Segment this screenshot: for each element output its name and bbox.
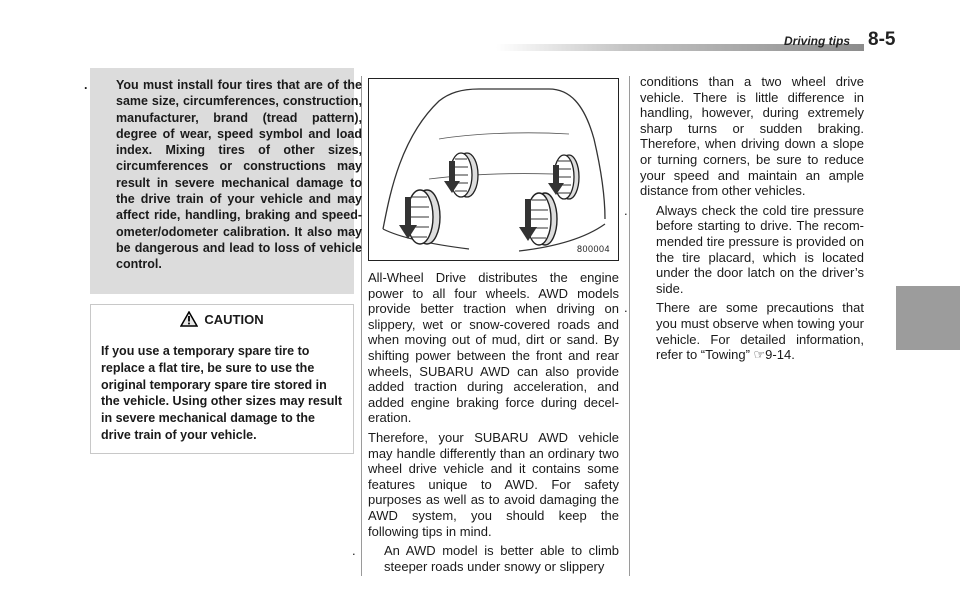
bullet-marker: . bbox=[624, 202, 628, 218]
warning-box bbox=[84, 68, 362, 294]
page-number: 8-5 bbox=[868, 29, 896, 50]
bullet-marker: . bbox=[84, 78, 88, 92]
warning-item bbox=[84, 77, 362, 273]
section-title: Driving tips bbox=[784, 34, 851, 48]
list-item-text: An AWD model is better able to climb steeper roads under snowy or slippery bbox=[384, 543, 619, 574]
middle-column bbox=[352, 270, 619, 578]
list-item bbox=[352, 543, 619, 574]
chapter-thumb-tab bbox=[896, 286, 960, 350]
caution-text: If you use a temporary spare tire to replace a flat tire, be sure to use the original temporary spare tire stored in the vehicle. Using other sizes may result in severe mechanical damage to the drive train of your vehicle. bbox=[101, 344, 343, 442]
figure-code: 800004 bbox=[576, 244, 610, 254]
awd-car-wheels-illustration bbox=[369, 79, 618, 260]
list-item-text: There are some precautions that you must observe when towing your vehicle. For detailed information, refer to “Towing” ☞9-14. bbox=[656, 300, 864, 363]
column-divider-right bbox=[629, 76, 630, 576]
caution-heading bbox=[91, 311, 353, 330]
list-item-text: Always check the cold tire pressure before starting to drive. The recom-mended tire pressure is provided on the tire placard, which is located under the door latch on the driver’s side. bbox=[656, 202, 864, 296]
tire-front-left-icon bbox=[407, 190, 440, 244]
paragraph: conditions than a two wheel drive vehicle. There is little difference in handling, however, during extremely sharp turns or sudden braking. Therefore, when driving down a slope or turning corners, be sure to reduce your speed and maintain an ample distance from other vehicles. bbox=[640, 74, 864, 199]
list-item bbox=[624, 300, 864, 363]
bullet-marker: . bbox=[352, 543, 356, 559]
tire-front-right-icon bbox=[527, 193, 557, 245]
paragraph: Therefore, your SUBARU AWD vehicle may handle differently than an ordinary two wheel drive vehicle and it contains some features unique to AWD. For safety purposes as well as to avoid damaging the AWD system, you should keep the following tips in mind. bbox=[368, 429, 619, 539]
list-item bbox=[624, 202, 864, 297]
caution-title: CAUTION bbox=[204, 312, 264, 327]
warning-text: You must install four tires that are of the same size, circumferences, construction, manufacturer, brand (tread pattern), degree of wear, speed symbol and load index. Mixing tires of other sizes, circumferences or constructions may result in severe mechanical damage to the drive train of your vehicle and may affect ride, handling, braking and speed-ometer/odometer calibration. It also may be dangerous and lead to loss of vehicle control. bbox=[116, 78, 362, 272]
awd-figure bbox=[368, 78, 619, 261]
warning-triangle-icon bbox=[180, 311, 198, 330]
caution-box bbox=[90, 304, 354, 454]
bullet-marker: . bbox=[624, 300, 628, 316]
paragraph: All-Wheel Drive distributes the engine power to all four wheels. AWD models provide better traction when driving on slippery, wet or snow-covered roads and when moving out of mud, dirt or sand. By shifting power between the front and rear wheels, SUBARU AWD can also provide added traction during acceleration, and added engine braking force during decel-eration. bbox=[368, 270, 619, 426]
right-column bbox=[624, 74, 864, 367]
